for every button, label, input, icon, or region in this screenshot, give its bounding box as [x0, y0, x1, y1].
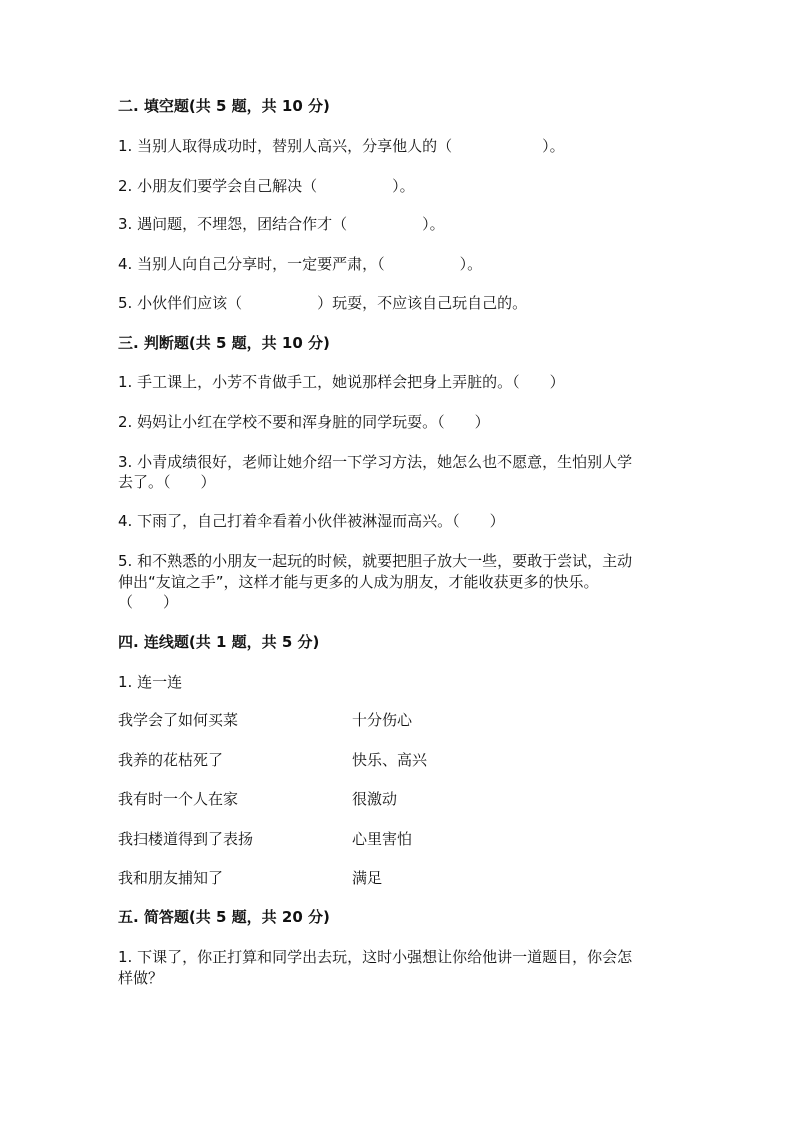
match-left-item: 我有时一个人在家: [118, 790, 239, 808]
question-matching-1: 1. 连一连: [118, 673, 183, 691]
section-heading-matching: 四. 连线题(共 1 题，共 5 分): [118, 633, 320, 651]
match-left-item: 我扫楼道得到了表扬: [118, 830, 254, 848]
question-tf-1: 1. 手工课上，小芳不肯做手工，她说那样会把身上弄脏的。（ ）: [118, 373, 565, 391]
question-tf-3-line1: 3. 小青成绩很好，老师让她介绍一下学习方法，她怎么也不愿意，生怕别人学: [118, 453, 633, 471]
section-heading-true-false: 三. 判断题(共 5 题，共 10 分): [118, 334, 330, 352]
question-fill-5: 5. 小伙伴们应该（ ）玩耍，不应该自己玩自己的。: [118, 294, 528, 312]
match-right-item: 心里害怕: [352, 830, 413, 848]
question-tf-5-line1: 5. 和不熟悉的小朋友一起玩的时候，就要把胆子放大一些，要敢于尝试，主动: [118, 552, 633, 570]
question-fill-3: 3. 遇问题，不埋怨，团结合作才（ ）。: [118, 215, 445, 233]
match-right-item: 快乐、高兴: [352, 751, 428, 769]
question-fill-4: 4. 当别人向自己分享时，一定要严肃，（ ）。: [118, 255, 483, 273]
question-fill-1: 1. 当别人取得成功时，替别人高兴，分享他人的（ ）。: [118, 137, 565, 155]
match-right-item: 很激动: [352, 790, 398, 808]
question-tf-2: 2. 妈妈让小红在学校不要和浑身脏的同学玩耍。（ ）: [118, 413, 490, 431]
question-tf-3-line2: 去了。（ ）: [118, 473, 216, 491]
question-short-1-line2: 样做？: [118, 969, 164, 987]
match-right-item: 十分伤心: [352, 711, 413, 729]
match-left-item: 我和朋友捕知了: [118, 869, 224, 887]
match-left-item: 我学会了如何买菜: [118, 711, 239, 729]
match-right-item: 满足: [352, 869, 383, 887]
question-tf-4: 4. 下雨了，自己打着伞看着小伙伴被淋湿而高兴。（ ）: [118, 512, 505, 530]
question-tf-5-line2: 伸出“友谊之手”，这样才能与更多的人成为朋友，才能收获更多的快乐。: [118, 573, 599, 591]
question-short-1-line1: 1. 下课了，你正打算和同学出去玩，这时小强想让你给他讲一道题目，你会怎: [118, 948, 633, 966]
match-left-item: 我养的花枯死了: [118, 751, 224, 769]
question-fill-2: 2. 小朋友们要学会自己解决（ ）。: [118, 177, 415, 195]
section-heading-fill-blank: 二. 填空题(共 5 题，共 10 分): [118, 97, 330, 115]
question-tf-5-line3: （ ）: [118, 593, 179, 611]
section-heading-short-answer: 五. 简答题(共 5 题，共 20 分): [118, 908, 330, 926]
